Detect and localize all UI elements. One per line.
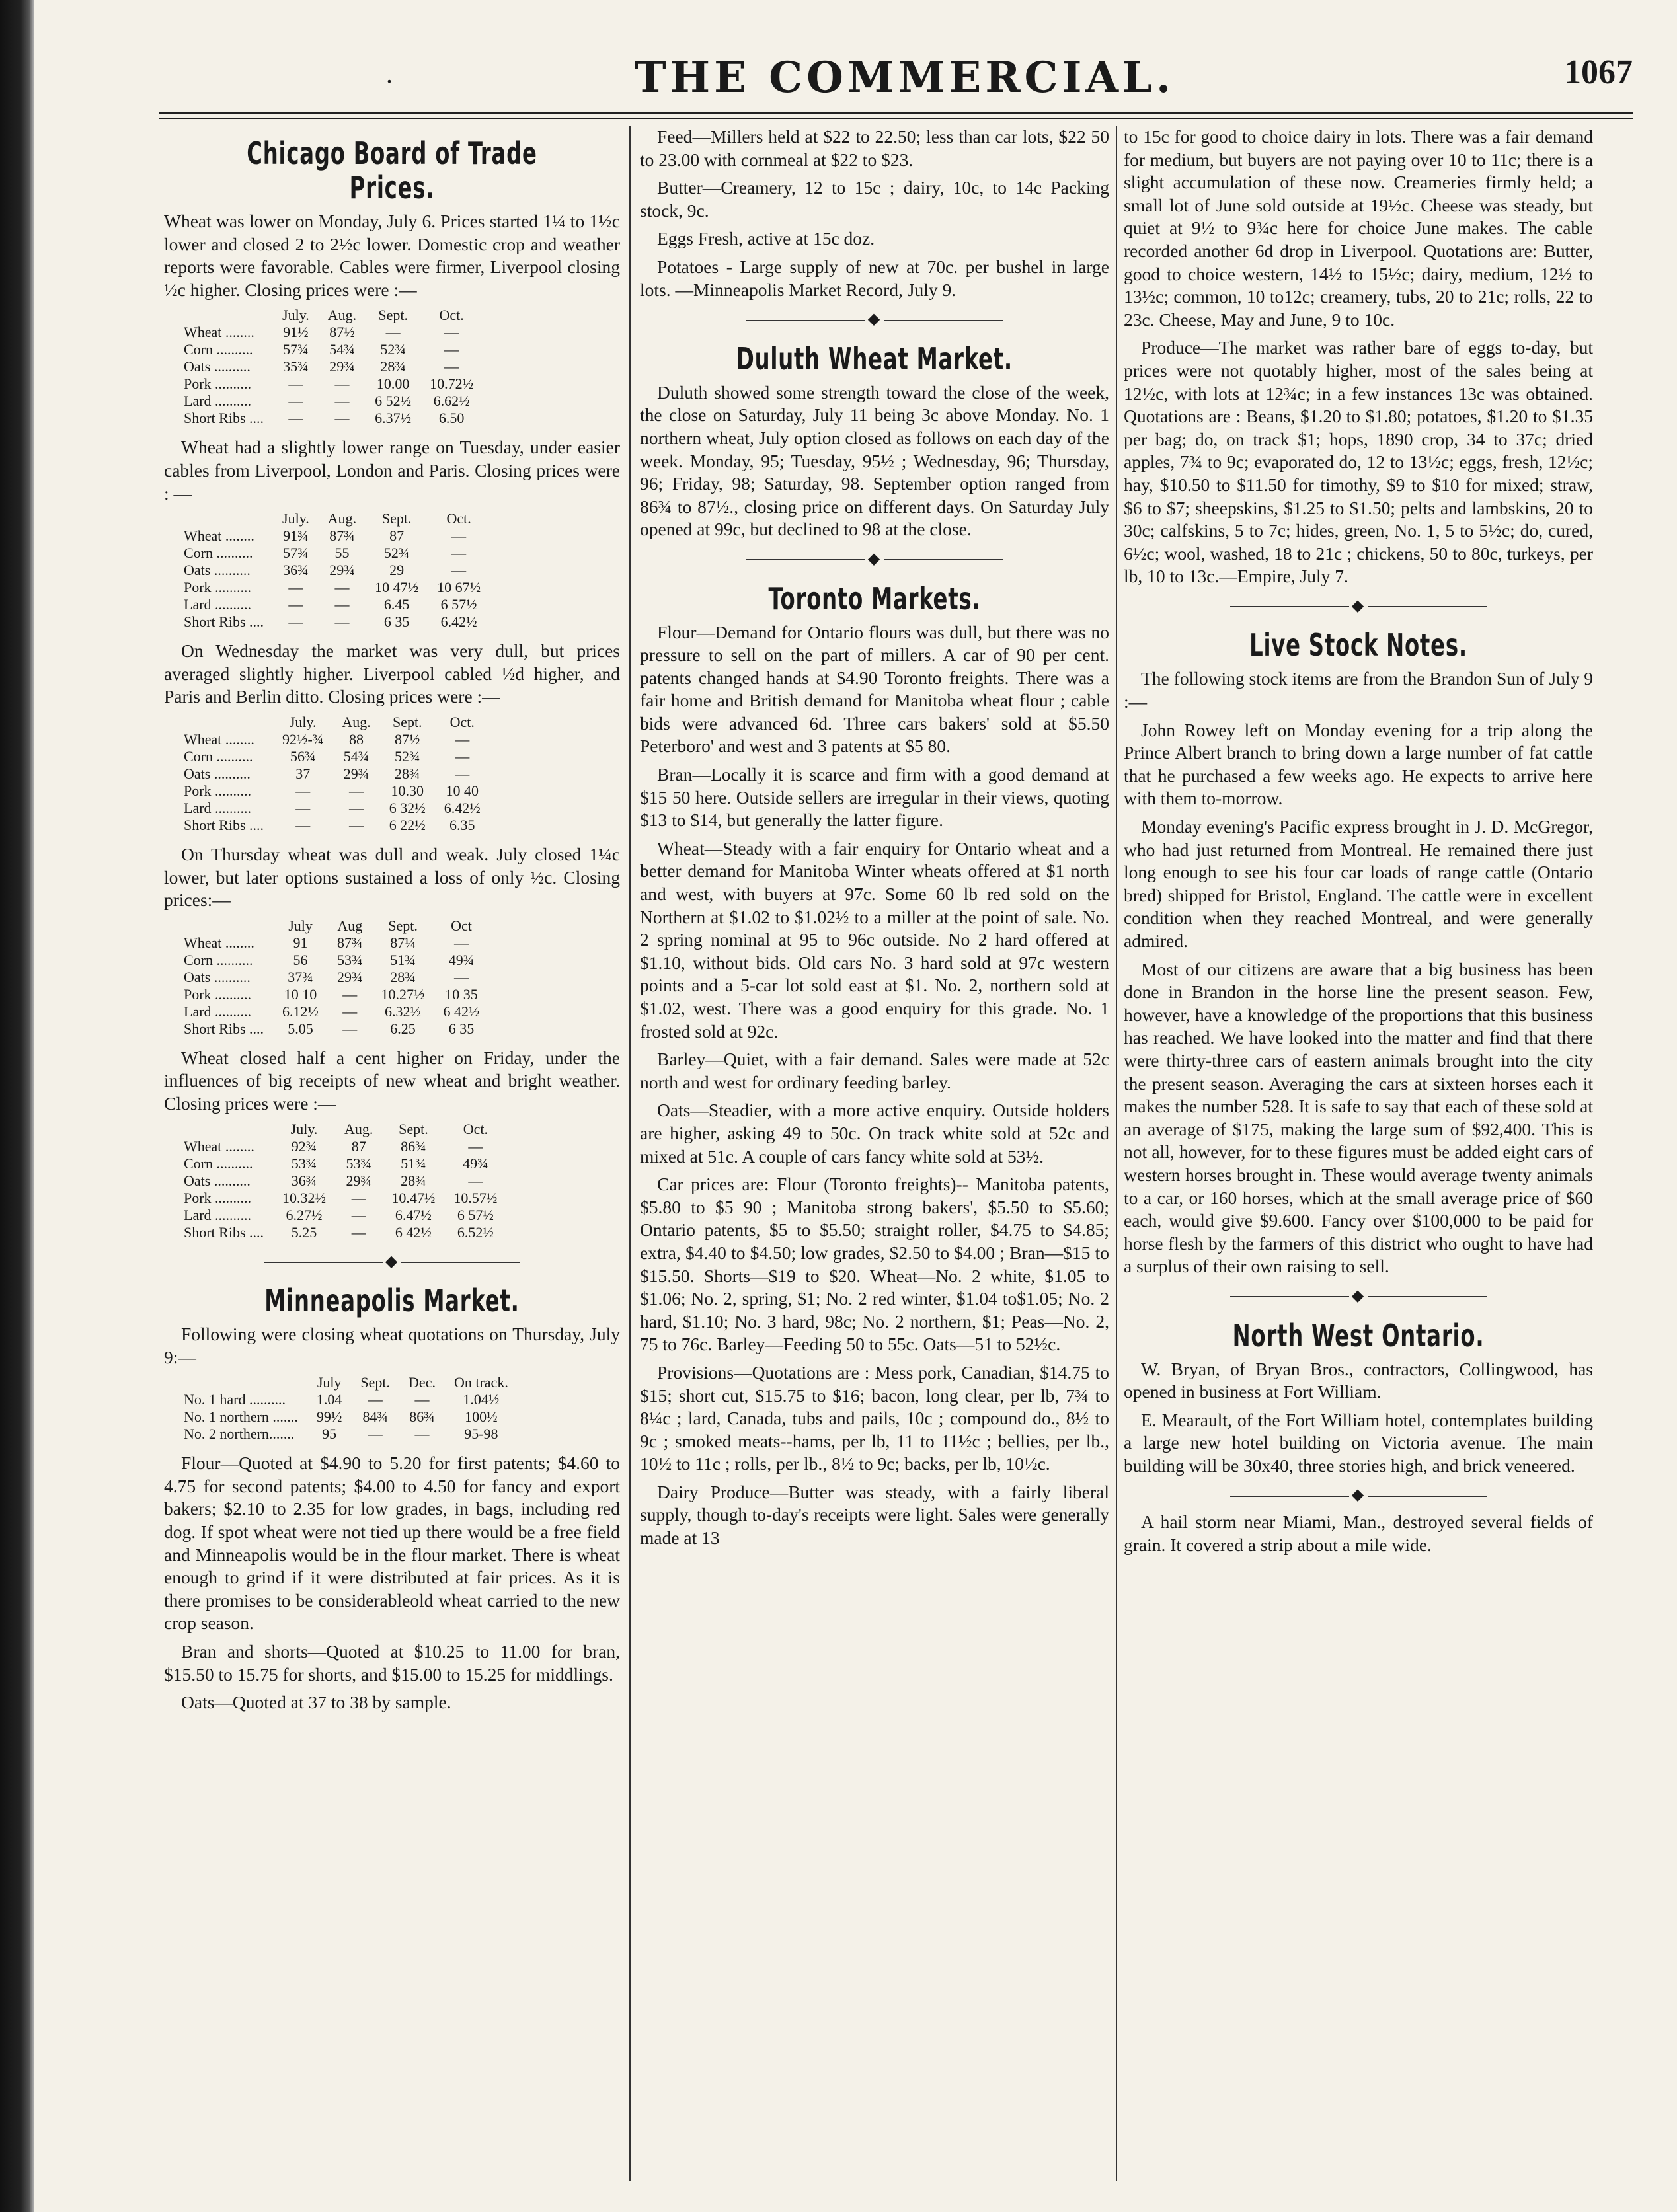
price-cell: — <box>342 1020 358 1037</box>
paragraph: Flour—Quoted at $4.90 to 5.20 for first patents; $4.60 to 4.75 for second patents; $4.00 to 4.50 for fancy and export bakers; $2.10 to 2.35 for low grades, in bags, including red dog. If spot wheat were not tied up there would be a free field and Minneapolis would be in the flour market. There is wheat enough to grind if it were distributed at fair prices. As it is there promises to be considerableold wheat carried to the new crop season. <box>164 1453 620 1634</box>
price-cell: — <box>349 799 364 816</box>
paragraph: W. Bryan, of Bryan Bros., contractors, Collingwood, has opened in business at Fort William. <box>1124 1358 1593 1402</box>
row-label: Short Ribs .... <box>184 1223 264 1240</box>
price-cell: — <box>451 545 467 562</box>
row-label: No. 1 northern ....... <box>184 1408 298 1426</box>
row-label: Oats .......... <box>184 358 251 375</box>
price-cell: 87½ <box>329 324 355 341</box>
price-cell: 6 22½ <box>389 816 426 833</box>
price-cell: 29¾ <box>343 765 370 782</box>
paragraph: A hail storm near Miami, Man., destroyed several fields of grain. It covered a strip about a mile wide. <box>1124 1511 1593 1555</box>
price-cell: — <box>468 1137 483 1155</box>
price-cell: 6.50 <box>438 410 465 427</box>
column-header: Dec. <box>409 1374 436 1391</box>
table-row <box>184 393 483 410</box>
headline-chicago-board-of-trade: Chicago Board of Trade Prices. <box>247 135 537 206</box>
price-cell: 91½ <box>283 324 309 341</box>
price-cell: 6.27½ <box>286 1206 323 1223</box>
paragraph: to 15c for good to choice dairy in lots. There was a fair demand for medium, but buyers are not paying over 10 to 11c; there is a slight accumulation of these now. Creameries firmly held; a small lot of June sold outside at 19½c. Cheese was steady, but quiet at 9½ to 9¾c here for choice June makes. The cable recorded another 6d drop in Liverpool. Quotations are: Butter, good to choice western, 14½ to 15½c; dairy, medium, 12½ to 13½c; common, 10 to12c; creamery, tubs, 20 to 21c; rolls, 22 to 23c. Cheese, May and June, 9 to 10c. <box>1124 126 1593 330</box>
price-cell: 10 67½ <box>437 579 481 596</box>
section-separator: ◆ <box>1124 1285 1593 1308</box>
table-row <box>184 986 489 1003</box>
row-label: Wheat ........ <box>184 324 254 341</box>
price-cell: — <box>342 985 358 1003</box>
table-row <box>184 782 490 800</box>
price-cell: 6.62½ <box>433 393 470 410</box>
paragraph: On Thursday wheat was dull and weak. July closed 1¼c lower, but later options sustained a loss of only ½c. Closing prices:— <box>164 843 620 911</box>
row-label: Oats .......... <box>184 968 251 985</box>
price-cell: — <box>288 579 303 596</box>
price-cell: — <box>451 527 467 545</box>
column-header: Aug. <box>327 510 357 527</box>
column-header: July. <box>282 307 309 324</box>
row-label: Short Ribs .... <box>184 613 264 630</box>
paragraph: Wheat had a slightly lower range on Tuesday, under easier cables from Liverpool, London and Paris. Closing prices were : — <box>164 437 620 504</box>
row-label: Short Ribs .... <box>184 816 264 833</box>
price-cell: — <box>288 393 303 410</box>
column-header <box>184 714 273 731</box>
price-cell: 51¾ <box>390 951 416 968</box>
table-row <box>184 748 490 765</box>
price-cell: — <box>288 410 303 427</box>
price-cell: 6 42½ <box>395 1223 432 1240</box>
column-header <box>184 510 273 527</box>
table-header-row <box>184 307 483 324</box>
price-cell: 6 32½ <box>389 799 426 816</box>
column-divider <box>1116 126 1117 2181</box>
table-row <box>184 800 490 817</box>
paragraph: Eggs Fresh, active at 15c doz. <box>657 228 875 249</box>
price-cell: — <box>444 341 459 358</box>
price-cell: — <box>414 1426 430 1443</box>
price-table <box>184 1121 506 1241</box>
price-cell: 10.30 <box>391 782 424 799</box>
paragraph: Wheat—Steady with a fair enquiry for Ontario wheat and a better demand for Manitoba Winter wheats offered at $1 north and west, with buyers at 97c. Some 60 lb red sold on the Northern at $1.02 to $1.02½ to a miller at the point of sale. No. 2 spring nominal at 95 to 96c outside. No 2 hard offered at $1.10, without bids. Old cars No. 3 hard sold at 97c western points and a 5-car lot sold east at $1. No. 2, northern sold at $1.02, west. There was a good enquiry for this grade. No. 1 frosted sold at 92c. <box>640 837 1109 1042</box>
price-cell: 6.32½ <box>385 1003 422 1020</box>
row-label: Wheat ........ <box>184 730 254 747</box>
price-cell: 29 <box>389 562 405 579</box>
section-separator: ◆ <box>1124 595 1593 618</box>
headline-toronto-markets: Toronto Markets. <box>768 580 981 617</box>
price-cell: 92½-¾ <box>282 730 324 747</box>
price-table <box>184 307 483 427</box>
price-cell: — <box>342 1003 358 1020</box>
paragraph: Oats—Quoted at 37 to 38 by sample. <box>181 1692 451 1713</box>
table-row <box>184 1391 518 1408</box>
price-cell: 10.57½ <box>453 1189 498 1206</box>
price-cell: 36¾ <box>291 1172 317 1189</box>
book-spine-edge <box>0 0 34 2212</box>
row-label: Short Ribs .... <box>184 1020 264 1037</box>
paragraph: John Rowey left on Monday evening for a trip along the Prince Albert branch to bring down a large number of fat cattle that he purchased a few weeks ago. He expects to arrive here with them to-morrow. <box>1124 719 1593 809</box>
row-label: Wheat ........ <box>184 527 254 545</box>
price-cell: — <box>295 816 311 833</box>
price-cell: 57¾ <box>283 341 309 358</box>
table-row <box>184 375 483 393</box>
paragraph: Provisions—Quotations are : Mess pork, Canadian, $14.75 to $15; short cut, $15.75 to $16; bacon, long clear, per lb, 7¾ to 8¼c ; lard, Canada, tubs and pails, 10c ; compound do., 8½ to 9c ; smoked meats--hams, per lb, 11 to 11½c ; bellies, per lb., 10½ to 11c ; rolls, per lb., 8½ to 9c; backs, per lb, 10½c. <box>640 1361 1109 1474</box>
row-label: Corn .......... <box>184 747 253 765</box>
price-cell: — <box>455 730 470 747</box>
price-cell: 35¾ <box>283 358 309 375</box>
column-2 <box>640 126 1109 1555</box>
paragraph: Oats—Steadier, with a more active enquiry. Outside holders are higher, asking 49 to 50c. On track white sold at 52c and mixed at 51c. A couple of cars fancy white sold at 53½. <box>640 1100 1109 1166</box>
price-cell: 55 <box>334 545 350 562</box>
price-table <box>184 510 490 630</box>
price-cell: 54¾ <box>329 341 355 358</box>
price-cell: — <box>334 579 350 596</box>
column-header: Aug. <box>342 713 371 730</box>
table-row <box>184 969 489 986</box>
column-header: Oct <box>451 917 472 934</box>
price-cell: 86¾ <box>409 1408 435 1426</box>
price-cell: 6.37½ <box>375 410 412 427</box>
row-label: Lard .......... <box>184 393 252 410</box>
price-cell: 28¾ <box>390 968 416 985</box>
masthead-dot: . <box>386 59 393 89</box>
row-label: Oats .......... <box>184 562 251 579</box>
price-cell: 86¾ <box>401 1137 426 1155</box>
price-cell: — <box>454 968 469 985</box>
row-label: Pork .......... <box>184 782 252 799</box>
price-cell: 51¾ <box>401 1155 426 1172</box>
table-header-row <box>184 917 489 934</box>
row-label: Corn .......... <box>184 951 253 968</box>
price-cell: — <box>334 410 350 427</box>
price-cell: — <box>351 1223 366 1240</box>
paragraph: E. Mearault, of the Fort William hotel, contemplates building a large new hotel building on Victoria avenue. The main building will be 30x40, three stories high, and brick veneered. <box>1124 1409 1593 1476</box>
paragraph: Bran and shorts—Quoted at $10.25 to 11.00 for bran, $15.50 to 15.75 for shorts, and $15.00 to 15.25 for middlings. <box>164 1641 620 1685</box>
masthead <box>159 53 1633 111</box>
paragraph: Butter—Creamery, 12 to 15c ; dairy, 10c, to 14c Packing stock, 9c. <box>640 177 1109 221</box>
table-row <box>184 934 489 952</box>
price-cell: 95-98 <box>464 1426 498 1443</box>
price-cell: 56 <box>293 951 308 968</box>
row-label: Wheat ........ <box>184 1137 254 1155</box>
price-cell: 10.27½ <box>381 985 425 1003</box>
paragraph: On Wednesday the market was very dull, but prices averaged slightly higher. Liverpool cabled ½d higher, and Paris and Berlin ditto. Closing prices were :— <box>164 640 620 707</box>
price-cell: 1.04½ <box>463 1391 500 1408</box>
table-row <box>184 562 490 579</box>
table-row <box>184 817 490 834</box>
column-header <box>184 917 273 934</box>
column-header: Oct. <box>446 510 471 527</box>
table-header-row <box>184 1374 518 1391</box>
headline-north-west-ontario: North West Ontario. <box>1232 1317 1485 1354</box>
paragraph: The following stock items are from the Brandon Sun of July 9 :— <box>1124 668 1593 712</box>
price-cell: 87¼ <box>390 934 416 951</box>
column-header: Oct. <box>439 307 464 324</box>
column-header: Sept. <box>388 917 418 934</box>
row-label: Wheat ........ <box>184 934 254 951</box>
headline-minneapolis-market: Minneapolis Market. <box>264 1283 520 1319</box>
price-cell: — <box>288 613 303 630</box>
column-header: Oct. <box>463 1120 488 1137</box>
price-cell: — <box>368 1391 383 1408</box>
price-cell: 87 <box>351 1137 366 1155</box>
price-cell: 54¾ <box>343 747 370 765</box>
row-label: Lard .......... <box>184 799 252 816</box>
column-header: Sept. <box>392 713 422 730</box>
price-cell: — <box>351 1189 366 1206</box>
paragraph: Barley—Quiet, with a fair demand. Sales were made at 52c north and west for ordinary feeding barley. <box>640 1049 1109 1092</box>
price-cell: 57¾ <box>283 545 309 562</box>
price-cell: 28¾ <box>395 765 420 782</box>
table-row <box>184 1207 506 1224</box>
table-row <box>184 545 490 562</box>
paragraph: Monday evening's Pacific express brought in J. D. McGregor, who had just returned from Montreal. He remained there just long enough to see his four car loads of range cattle (Ontario bred) shipped for Bristol, England. The cattle were in excellent condition when they reached Montreal, and were generally admired. <box>1124 816 1593 951</box>
column-header: July <box>317 1374 342 1391</box>
table-row <box>184 1190 506 1207</box>
price-cell: 1.04 <box>316 1391 342 1408</box>
price-cell: 6 57½ <box>457 1206 494 1223</box>
price-cell: 10 40 <box>446 782 479 799</box>
price-cell: — <box>351 1206 366 1223</box>
price-cell: — <box>451 562 467 579</box>
section-separator: ◆ <box>640 548 1109 571</box>
table-row <box>184 1020 489 1038</box>
price-cell: — <box>288 596 303 613</box>
column-header <box>184 1374 307 1391</box>
table-row <box>184 410 483 427</box>
price-cell: 36¾ <box>283 562 309 579</box>
row-label: Lard .......... <box>184 596 252 613</box>
price-cell: 5.05 <box>288 1020 313 1037</box>
price-cell: 10 35 <box>445 985 478 1003</box>
price-cell: — <box>295 782 311 799</box>
price-cell: — <box>334 393 350 410</box>
column-header: Sept. <box>378 307 408 324</box>
row-label: No. 2 northern....... <box>184 1426 295 1443</box>
column-header: On track. <box>453 1374 508 1391</box>
price-cell: 10 47½ <box>375 579 419 596</box>
price-cell: 53¾ <box>346 1155 371 1172</box>
price-cell: 6.35 <box>449 816 475 833</box>
price-cell: 92¾ <box>291 1137 317 1155</box>
price-cell: — <box>334 613 350 630</box>
row-label: Pork .......... <box>184 985 252 1003</box>
paragraph: Wheat was lower on Monday, July 6. Prices started 1¼ to 1½c lower and closed 2 to 2½c lower. Domestic crop and weather reports were favorable. Cables were firmer, Liverpool closing ½c higher. Closing prices were :— <box>164 211 620 300</box>
table-row <box>184 1003 489 1020</box>
price-cell: 91 <box>293 934 308 951</box>
price-cell: 29¾ <box>329 358 355 375</box>
table-row <box>184 765 490 782</box>
price-cell: 6 35 <box>448 1020 475 1037</box>
newspaper-title: THE COMMERCIAL. <box>635 53 1175 102</box>
table-row <box>184 1172 506 1190</box>
column-header: July. <box>282 510 309 527</box>
price-cell: 28¾ <box>380 358 406 375</box>
price-cell: 6 42½ <box>443 1003 480 1020</box>
column-header: July. <box>290 1120 318 1137</box>
price-cell: 10.47½ <box>391 1189 436 1206</box>
price-cell: 87½ <box>395 730 420 747</box>
price-cell: 5.25 <box>291 1223 317 1240</box>
price-cell: — <box>454 934 469 951</box>
price-cell: 49¾ <box>463 1155 488 1172</box>
table-row <box>184 579 490 596</box>
price-cell: 37¾ <box>288 968 313 985</box>
price-cell: — <box>444 358 459 375</box>
headline-duluth-wheat-market: Duluth Wheat Market. <box>736 340 1013 377</box>
price-cell: 91¾ <box>283 527 309 545</box>
column-3 <box>1124 126 1593 1562</box>
paragraph: Dairy Produce—Butter was steady, with a fairly liberal supply, though to-day's receipts were light. Sales were generally made at 13 <box>640 1481 1109 1548</box>
price-cell: 29¾ <box>329 562 355 579</box>
quotation-table <box>184 1374 518 1443</box>
table-row <box>184 1224 506 1241</box>
price-cell: 6.42½ <box>440 613 477 630</box>
column-header: Aug <box>337 917 363 934</box>
table-row <box>184 527 490 545</box>
price-cell: 87¾ <box>337 934 363 951</box>
column-divider <box>629 126 631 2181</box>
price-cell: 100½ <box>465 1408 498 1426</box>
page-number: 1067 <box>1564 54 1633 91</box>
table-row <box>184 613 490 630</box>
row-label: Corn .......... <box>184 545 253 562</box>
paragraph: Feed—Millers held at $22 to 22.50; less than car lots, $22 50 to 23.00 with cornmeal at $22 to $23. <box>640 126 1109 170</box>
table-row <box>184 952 489 969</box>
column-header: July. <box>289 713 317 730</box>
price-cell: — <box>414 1391 430 1408</box>
column-header <box>184 307 273 324</box>
price-cell: 53¾ <box>291 1155 317 1172</box>
paragraph: Car prices are: Flour (Toronto freights)-- Manitoba patents, $5.80 to $5 90 ; Manitoba strong bakers', $5.50 to $5.60; Ontario patents, $5 to $5.50; straight roller, $4.75 to $4.85; extra, $4.40 to $4.50; low grades, $2.50 to $4.00 ; Bran—$15 to $15.50. Shorts—$19 to $20. Wheat—No. 2 white, $1.05 to $1.06; No. 2, spring, $1; No. 2 red winter, $1.04 to$1.05; No. 2 hard, $1.10; No. 3 hard, 98c; No. 2 northern, $1; Peas—No. 2, 75 to 76c. Barley—Feeding 50 to 55c. Oats—51 to 52½c. <box>640 1174 1109 1355</box>
price-cell: 6.45 <box>383 596 410 613</box>
price-cell: — <box>368 1426 383 1443</box>
price-cell: — <box>349 816 364 833</box>
price-cell: 52¾ <box>380 341 406 358</box>
price-table <box>184 714 490 834</box>
table-row <box>184 1138 506 1155</box>
header-rule <box>159 112 1633 119</box>
price-cell: — <box>444 324 459 341</box>
table-header-row <box>184 1121 506 1138</box>
paragraph: Following were closing wheat quotations on Thursday, July 9:— <box>164 1324 620 1367</box>
column-header <box>184 1121 273 1138</box>
price-cell: — <box>288 375 303 393</box>
price-cell: 29¾ <box>346 1172 371 1189</box>
price-cell: — <box>468 1172 483 1189</box>
paragraph: Wheat closed half a cent higher on Friday, under the influences of big receipts of new wheat and bright weather. Closing prices were :— <box>164 1047 620 1114</box>
price-cell: 53¾ <box>337 951 363 968</box>
paragraph: Most of our citizens are aware that a big business has been done in Brandon in the horse line the present season. Few, however, have a knowledge of the proportions that this business has reached. We have looked into the matter and find that there were thirty-three cars of eastern animals brought into the city the present season. Averaging the cars at sixteen horses each it makes the number 528. It is safe to say that each of these sold at an average of $175, making the large sum of $92,400. This is not all, however, for to these figures must be added eight cars of western horses brought in. These would average twenty animals to a car, or 160 horses, which at the small average price of $60 each, would give $9.600. Fancy over $100,000 to be paid for horse flesh by the farmers of this district who ought to have had a surplus of their own raising to sell. <box>1124 958 1593 1277</box>
row-label: Corn .......... <box>184 341 253 358</box>
column-header: Sept. <box>399 1120 428 1137</box>
price-cell: 6.52½ <box>457 1223 494 1240</box>
paragraph: Duluth showed some strength toward the close of the week, the close on Saturday, July 11 being 3c above Monday. No. 1 northern wheat, July option closed as follows on each day of the week. Monday, 95; Tuesday, 95½ ; Wednesday, 96; Thursday, 96; Friday, 98; Saturday, 98. September option ranged from 86¾ to 87½., closing price on different days. On Saturday July opened at 99c, but declined to 98 at the close. <box>640 381 1109 540</box>
paragraph: Produce—The market was rather bare of eggs to-day, but prices were not quotably higher, most of the sales being at 12½c, with lots at 12¾c; in a few instances 13c was obtained. Quotations are : Beans, $1.20 to $1.80; potatoes, $1.20 to $1.35 per bag; do, on track $1; hops, 1890 crop, 34 to 37c; dried apples, 7¾ to 9c; evaporated do, 12 to 13½c; eggs, fresh, 12½c; hay, $10.50 to $11.50 for timothy, $9 to $10 for mixed; straw, $6 to $7; sheepskins, $1.25 to $1.50; pelts and lambskins, 20 to 30c; calfskins, 5 to 7c; hides, green, No. 1, 5 to 5½c; do, cured, 6½c; wool, washed, 18 to 21c ; chickens, 50 to 80c, turkeys, per lb, 10 to 13c.—Empire, July 7. <box>1124 337 1593 587</box>
price-cell: 10 10 <box>284 985 317 1003</box>
table-header-row <box>184 714 490 731</box>
row-label: Pork .......... <box>184 579 252 596</box>
row-label: Corn .......... <box>184 1155 253 1172</box>
price-cell: 99½ <box>316 1408 342 1426</box>
row-label: Oats .......... <box>184 765 251 782</box>
price-cell: 37 <box>295 765 311 782</box>
price-cell: — <box>349 782 364 799</box>
price-table <box>184 917 489 1038</box>
row-label: No. 1 hard .......... <box>184 1391 286 1408</box>
column-header: Oct. <box>449 713 475 730</box>
price-cell: 28¾ <box>401 1172 426 1189</box>
row-label: Pork .......... <box>184 375 252 393</box>
section-separator: ◆ <box>164 1250 620 1274</box>
price-cell: 6.42½ <box>444 799 481 816</box>
column-header: July <box>288 917 313 934</box>
row-label: Lard .......... <box>184 1003 252 1020</box>
price-cell: 87¾ <box>329 527 355 545</box>
column-header: Aug. <box>327 307 357 324</box>
price-cell: — <box>295 799 311 816</box>
price-cell: 6.25 <box>390 1020 416 1037</box>
column-header: Aug. <box>344 1120 373 1137</box>
paragraph: Flour—Demand for Ontario flours was dull, but there was no pressure to sell on the part of millers. A car of 90 per cent. patents changed hands at $4.90 Toronto freights. There was a fair home and British demand for Manitoba wheat flour ; cable bids were advanced 6d. Three cars bakers' sold at $5.50 Peterboro' and west and 3 patents at $5 80. <box>640 621 1109 757</box>
row-label: Pork .......... <box>184 1189 252 1206</box>
section-separator: ◆ <box>1124 1484 1593 1507</box>
price-cell: 6 52½ <box>375 393 412 410</box>
price-cell: — <box>455 747 470 765</box>
price-cell: 87 <box>389 527 405 545</box>
price-cell: 10.32½ <box>282 1189 327 1206</box>
price-cell: 29¾ <box>337 968 363 985</box>
table-row <box>184 341 483 358</box>
price-cell: — <box>455 765 470 782</box>
price-cell: 52¾ <box>395 747 420 765</box>
paragraph: Potatoes - Large supply of new at 70c. per bushel in large lots. —Minneapolis Market Record, July 9. <box>640 256 1109 300</box>
price-cell: 52¾ <box>383 545 410 562</box>
table-row <box>184 1408 518 1426</box>
row-label: Lard .......... <box>184 1206 252 1223</box>
table-row <box>184 324 483 341</box>
price-cell: 84¾ <box>362 1408 388 1426</box>
column-header: Sept. <box>381 510 412 527</box>
column-header: Sept. <box>360 1374 391 1391</box>
paragraph: Bran—Locally it is scarce and firm with a good demand at $15 50 here. Outside sellers are irregular in their views, quoting $13 to $14, but generally the latter figure. <box>640 764 1109 831</box>
price-cell: 6 57½ <box>440 596 477 613</box>
price-cell: 6 35 <box>383 613 410 630</box>
price-cell: 10.72½ <box>430 375 474 393</box>
table-row <box>184 358 483 375</box>
price-cell: 6.12½ <box>282 1003 319 1020</box>
table-row <box>184 1426 518 1443</box>
price-cell: 49¾ <box>448 951 475 968</box>
price-cell: 56¾ <box>290 747 316 765</box>
section-separator: ◆ <box>640 308 1109 331</box>
price-cell: 88 <box>349 730 364 747</box>
table-row <box>184 596 490 613</box>
table-header-row <box>184 510 490 527</box>
row-label: Oats .......... <box>184 1172 251 1189</box>
table-row <box>184 1155 506 1172</box>
headline-live-stock-notes: Live Stock Notes. <box>1249 627 1467 664</box>
price-cell: 6.47½ <box>395 1206 432 1223</box>
price-cell: — <box>334 375 350 393</box>
price-cell: 95 <box>322 1426 337 1443</box>
row-label: Short Ribs .... <box>184 410 264 427</box>
price-cell: — <box>334 596 350 613</box>
price-cell: — <box>385 324 401 341</box>
price-cell: 10.00 <box>376 375 410 393</box>
table-row <box>184 731 490 748</box>
column-1 <box>164 126 620 1720</box>
